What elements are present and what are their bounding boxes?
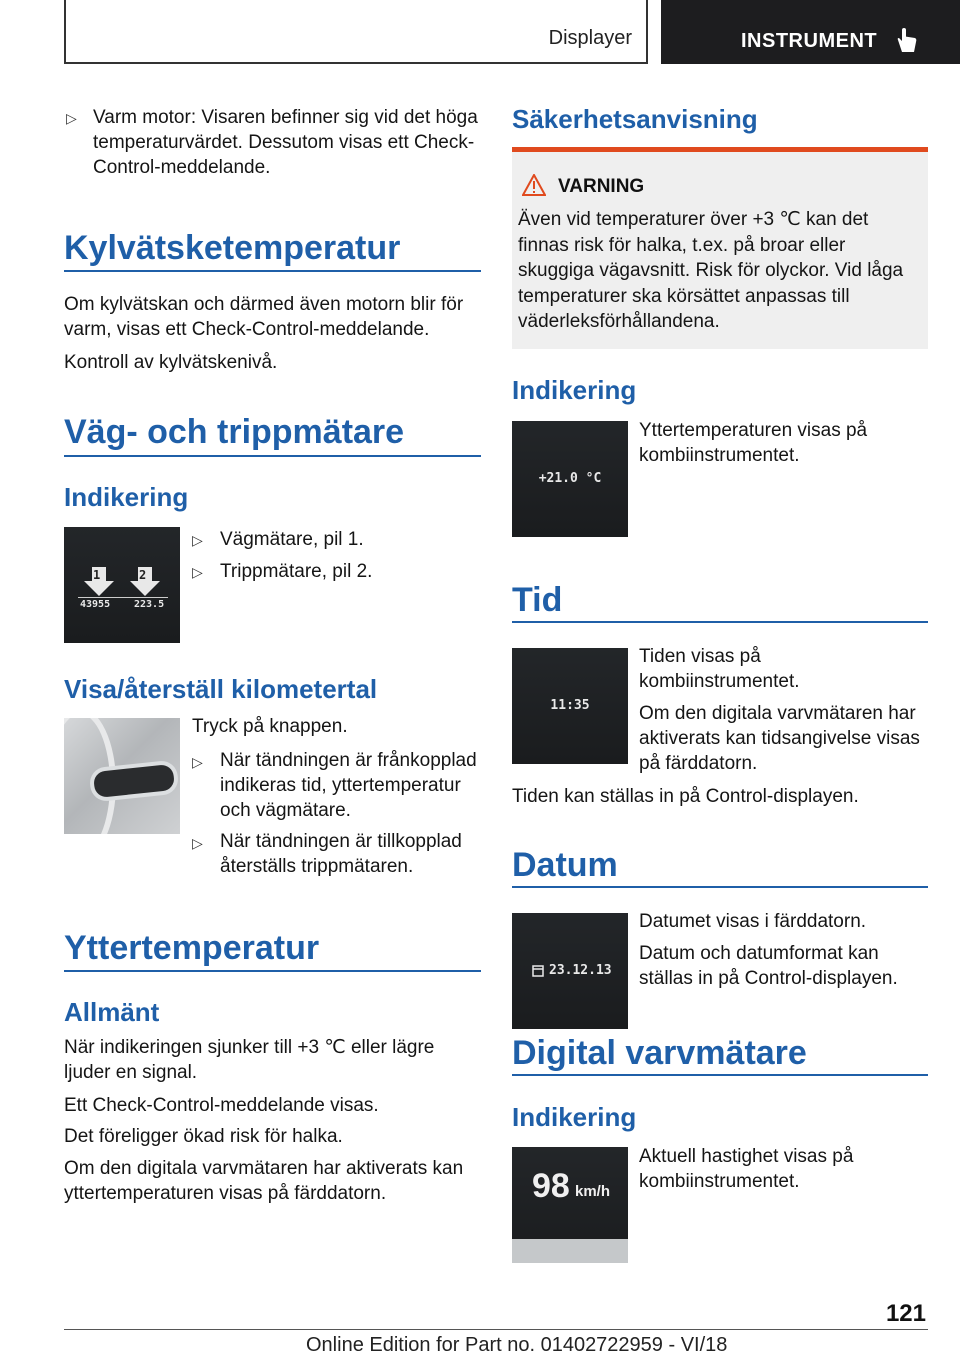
arrow-label-2: 2	[139, 568, 147, 582]
odometer-divider	[78, 597, 168, 598]
odometer-bullet-1: Vägmätare, pil 1.	[220, 529, 364, 550]
subheading-general: Allmänt	[64, 997, 160, 1027]
speedo-text: Aktuell hastighet visas på kombiinstrumentet.	[639, 1146, 854, 1192]
page-number: 121	[885, 1300, 926, 1327]
reset-intro: Tryck på knappen.	[192, 716, 348, 737]
coolant-p1: Om kylvätskan och därmed även motorn blir för varm, visas ett Check-Control-meddelande.	[64, 294, 464, 340]
calendar-icon	[532, 964, 544, 977]
arrow-label-1: 1	[93, 568, 101, 582]
reset-bullet-1: När tändningen är frånkopplad indikeras tid, yttertemperatur och vägmätare.	[220, 750, 477, 821]
date-image	[512, 913, 628, 1029]
outside-p4: Om den digitala varvmätaren har aktiverats kan yttertemperaturen visas på färddatorn.	[64, 1158, 464, 1204]
header-chapter-tab	[661, 0, 960, 64]
heading-digital-speedo: Digital varvmätare	[512, 1034, 807, 1072]
speedo-bar	[512, 1239, 628, 1263]
bullet-marker: ▷	[192, 835, 203, 851]
heading-rule	[512, 621, 928, 623]
heading-indication: Indikering	[512, 375, 637, 405]
speedo-image	[512, 1147, 628, 1263]
time-image	[512, 648, 628, 764]
header-chapter-label: INSTRUMENT	[741, 30, 878, 52]
bullet-warm-engine: Varm motor: Visaren befinner sig vid det höga temperaturvärdet. Dessutom visas ett Check-Control-meddelande.	[93, 107, 478, 178]
time-value: 11:35	[550, 698, 590, 713]
outside-temp-value: +21.0 °C	[538, 471, 602, 486]
heading-rule	[64, 270, 481, 272]
warning-box	[512, 147, 928, 349]
header-section-tab	[64, 0, 648, 64]
heading-coolant: Kylvätsketemperatur	[64, 229, 401, 267]
footer-edition: Online Edition for Part no. 01402722959 - VI/18	[306, 1334, 728, 1356]
reset-button-image	[64, 718, 180, 834]
warning-title: VARNING	[558, 176, 645, 197]
bullet-marker: ▷	[192, 564, 203, 580]
indication-text: Yttertemperaturen visas på kombiinstrumentet.	[639, 420, 868, 466]
footer-rule	[64, 1329, 928, 1330]
speed-value: 98	[532, 1167, 570, 1205]
bullet-marker: ▷	[66, 110, 77, 126]
outside-p1: När indikeringen sjunker till +3 ℃ eller lägre ljuder en signal.	[64, 1037, 435, 1083]
date-p1: Datumet visas i färddatorn.	[639, 911, 867, 932]
outside-p3: Det föreligger ökad risk för halka.	[64, 1126, 343, 1147]
odometer-bullet-2: Trippmätare, pil 2.	[220, 561, 373, 582]
tripmeter-value: 223.5	[134, 599, 165, 610]
header-section-label: Displayer	[548, 27, 632, 49]
heading-rule	[64, 455, 481, 457]
reset-bullet-2: När tändningen är tillkopplad återställs trippmätaren.	[220, 831, 462, 877]
speed-unit: km/h	[575, 1183, 611, 1200]
heading-date: Datum	[512, 846, 618, 884]
warning-triangle-icon	[522, 174, 546, 196]
odometer-image	[64, 527, 180, 643]
date-p2: Datum och datumformat kan ställas in på Control-displayen.	[639, 943, 898, 989]
bullet-marker: ▷	[192, 532, 203, 548]
heading-reset: Visa/återställ kilometertal	[64, 674, 378, 704]
subheading-odometer: Indikering	[64, 482, 189, 512]
heading-rule	[64, 970, 481, 972]
heading-odometer: Väg- och trippmätare	[64, 413, 405, 451]
heading-rule	[512, 886, 928, 888]
date-value: 23.12.13	[549, 963, 612, 978]
subheading-speedo: Indikering	[512, 1102, 637, 1132]
heading-time: Tid	[512, 581, 563, 619]
heading-safety: Säkerhetsanvisning	[512, 104, 758, 134]
outside-p2: Ett Check-Control-meddelande visas.	[64, 1095, 379, 1116]
odometer-value: 43955	[80, 599, 111, 610]
warning-text: Även vid temperaturer över +3 ℃ kan det finnas risk för halka, t.ex. på broar eller skuggiga vägavsnitt. Risk för olyckor. Vid låga temperaturer ska körsättet anpassas till väderleksförhållandena.	[518, 209, 904, 332]
time-p1: Tiden visas på kombiinstrumentet.	[639, 646, 800, 692]
outside-temp-image	[512, 421, 628, 537]
heading-rule	[512, 1074, 928, 1076]
time-p3: Tiden kan ställas in på Control-displayen.	[512, 786, 859, 807]
coolant-p2: Kontroll av kylvätskenivå.	[64, 352, 278, 373]
time-p2: Om den digitala varvmätaren har aktiverats kan tidsangivelse visas på färddatorn.	[639, 703, 920, 774]
heading-outside-temp: Yttertemperatur	[64, 929, 320, 967]
bullet-marker: ▷	[192, 754, 203, 770]
hand-pointer-icon	[893, 26, 919, 54]
